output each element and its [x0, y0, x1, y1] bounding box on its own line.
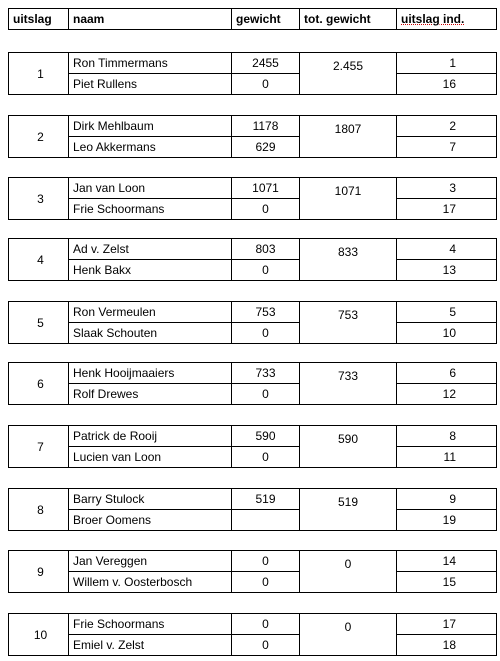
member-weight: 629: [232, 137, 300, 158]
member-name: Leo Akkermans: [69, 137, 232, 158]
individual-rank: 15: [397, 572, 497, 593]
member-name: Willem v. Oosterbosch: [69, 572, 232, 593]
member-name: Piet Rullens: [69, 74, 232, 95]
member-weight: 753: [232, 302, 300, 323]
member-weight: 0: [232, 74, 300, 95]
individual-rank: 12: [397, 384, 497, 405]
individual-rank: 5: [397, 302, 497, 323]
team-rank: 4: [9, 239, 69, 281]
member-name: Jan van Loon: [69, 178, 232, 199]
result-group: [8, 488, 497, 531]
header-uitslag-ind: uitslag ind.: [397, 9, 497, 30]
individual-rank: 4: [397, 239, 497, 260]
team-row: [9, 426, 497, 447]
team-row: [9, 302, 497, 323]
individual-rank: 8: [397, 426, 497, 447]
team-row: [9, 363, 497, 384]
individual-rank: 7: [397, 137, 497, 158]
member-weight: 0: [232, 260, 300, 281]
individual-rank: 17: [397, 199, 497, 220]
team-row: [9, 53, 497, 74]
team-rank: 8: [9, 489, 69, 531]
team-rank: 9: [9, 551, 69, 593]
result-group: [8, 52, 497, 95]
member-weight: 803: [232, 239, 300, 260]
member-name: Slaak Schouten: [69, 323, 232, 344]
member-weight: 733: [232, 363, 300, 384]
member-weight: 0: [232, 551, 300, 572]
individual-rank: 11: [397, 447, 497, 468]
team-row: [9, 510, 497, 531]
header-row: [9, 9, 497, 30]
team-row: [9, 178, 497, 199]
member-weight: 0: [232, 614, 300, 635]
total-weight: 733: [300, 363, 397, 405]
result-group: [8, 238, 497, 281]
total-weight: 833: [300, 239, 397, 281]
team-rank: 6: [9, 363, 69, 405]
member-weight: 1178: [232, 116, 300, 137]
total-weight: 753: [300, 302, 397, 344]
member-weight: 0: [232, 323, 300, 344]
member-name: Ron Timmermans: [69, 53, 232, 74]
team-rank: 7: [9, 426, 69, 468]
total-weight: 519: [300, 489, 397, 531]
team-row: [9, 551, 497, 572]
member-weight: [232, 510, 300, 531]
total-weight: 1807: [300, 116, 397, 158]
individual-rank: 2: [397, 116, 497, 137]
team-row: [9, 260, 497, 281]
individual-rank: 10: [397, 323, 497, 344]
result-group: [8, 362, 497, 405]
team-row: [9, 239, 497, 260]
member-name: Henk Bakx: [69, 260, 232, 281]
team-row: [9, 635, 497, 656]
result-group: [8, 613, 497, 656]
header-gewicht: gewicht: [232, 9, 300, 30]
member-weight: 2455: [232, 53, 300, 74]
member-name: Emiel v. Zelst: [69, 635, 232, 656]
individual-rank: 1: [397, 53, 497, 74]
individual-rank: 19: [397, 510, 497, 531]
member-weight: 590: [232, 426, 300, 447]
team-row: [9, 614, 497, 635]
result-group: [8, 425, 497, 468]
member-name: Jan Vereggen: [69, 551, 232, 572]
member-name: Frie Schoormans: [69, 199, 232, 220]
total-weight: 0: [300, 614, 397, 656]
header-naam: naam: [69, 9, 232, 30]
member-weight: 0: [232, 447, 300, 468]
member-name: Ad v. Zelst: [69, 239, 232, 260]
header-uitslag: uitslag: [9, 9, 69, 30]
team-row: [9, 447, 497, 468]
team-rank: 3: [9, 178, 69, 220]
individual-rank: 13: [397, 260, 497, 281]
member-weight: 1071: [232, 178, 300, 199]
team-row: [9, 323, 497, 344]
individual-rank: 16: [397, 74, 497, 95]
individual-rank: 17: [397, 614, 497, 635]
total-weight: 590: [300, 426, 397, 468]
header-tot-gewicht: tot. gewicht: [300, 9, 397, 30]
team-row: [9, 199, 497, 220]
member-weight: 0: [232, 384, 300, 405]
member-weight: 0: [232, 572, 300, 593]
member-name: Ron Vermeulen: [69, 302, 232, 323]
team-row: [9, 489, 497, 510]
member-name: Dirk Mehlbaum: [69, 116, 232, 137]
total-weight: 2.455: [300, 53, 397, 95]
team-rank: 2: [9, 116, 69, 158]
total-weight: 1071: [300, 178, 397, 220]
total-weight: 0: [300, 551, 397, 593]
member-name: Frie Schoormans: [69, 614, 232, 635]
header-table: [8, 8, 497, 30]
member-name: Lucien van Loon: [69, 447, 232, 468]
member-name: Rolf Drewes: [69, 384, 232, 405]
result-group: [8, 550, 497, 593]
individual-rank: 14: [397, 551, 497, 572]
result-group: [8, 301, 497, 344]
individual-rank: 6: [397, 363, 497, 384]
member-name: Patrick de Rooij: [69, 426, 232, 447]
team-rank: 10: [9, 614, 69, 656]
member-weight: 0: [232, 199, 300, 220]
team-rank: 1: [9, 53, 69, 95]
result-group: [8, 177, 497, 220]
team-row: [9, 116, 497, 137]
individual-rank: 3: [397, 178, 497, 199]
team-rank: 5: [9, 302, 69, 344]
member-name: Barry Stulock: [69, 489, 232, 510]
individual-rank: 18: [397, 635, 497, 656]
member-weight: 0: [232, 635, 300, 656]
team-row: [9, 572, 497, 593]
member-weight: 519: [232, 489, 300, 510]
member-name: Broer Oomens: [69, 510, 232, 531]
team-row: [9, 74, 497, 95]
team-row: [9, 137, 497, 158]
team-row: [9, 384, 497, 405]
individual-rank: 9: [397, 489, 497, 510]
member-name: Henk Hooijmaaiers: [69, 363, 232, 384]
result-group: [8, 115, 497, 158]
